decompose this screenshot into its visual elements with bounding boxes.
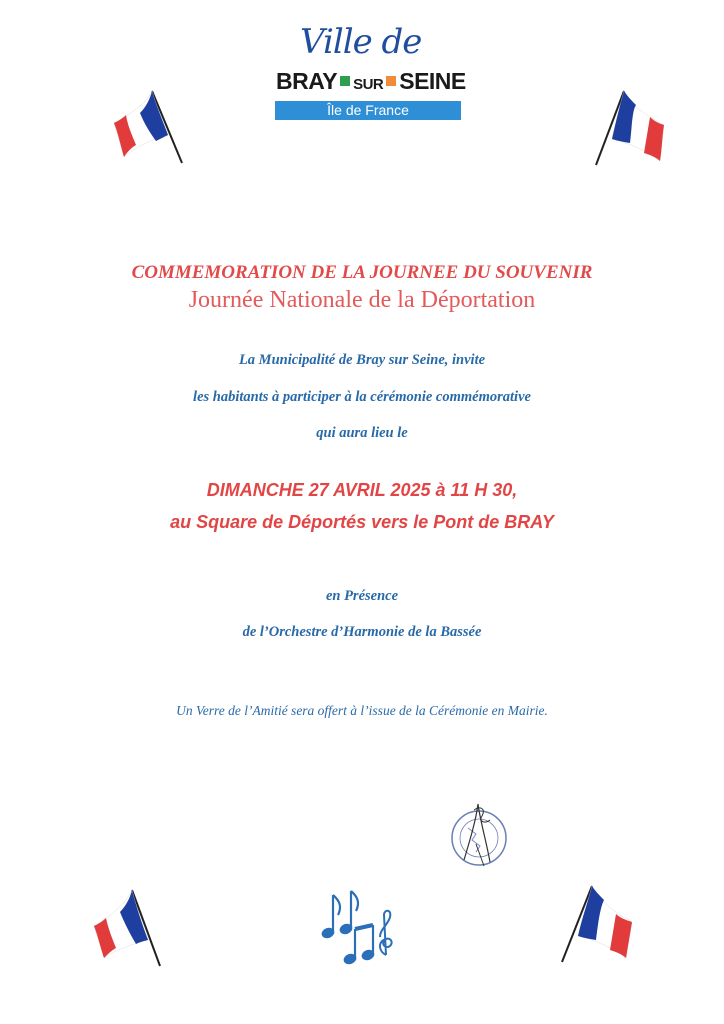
french-flag-icon [588,85,678,175]
logo-town-name [276,68,466,95]
page-title: COMMEMORATION DE LA JOURNEE DU SOUVENIR [131,262,593,283]
event-date: DIMANCHE 27 AVRIL 2025 à 11 H 30, [206,480,518,500]
presence-line-2: de l’Orchestre d’Harmonie de la Bassée [242,624,482,640]
invitation-line-2: les habitants à participer à la cérémonie commémorative [193,389,531,405]
event-place: au Square de Déportés vers le Pont de BRAY [170,512,554,532]
reception-note: Un Verre de l’Amitié sera offert à l’issue de la Cérémonie en Mairie. [176,703,548,718]
logo-green-square [340,76,350,86]
logo-region-band: Île de France [275,101,461,120]
french-flag-icon [106,85,196,175]
mairie-stamp-icon [446,800,512,870]
page-subtitle: Journée Nationale de la Déportation [188,287,536,313]
logo-name-mid: SUR [353,76,384,93]
logo-orange-square [386,76,396,86]
presence-line-1: en Présence [325,588,399,604]
logo-name-right: SEINE [399,68,466,94]
music-notes-icon [318,885,398,967]
invitation-line-3: qui aura lieu le [316,425,408,441]
invitation-line-1: La Municipalité de Bray sur Seine, invite [238,352,486,368]
french-flag-icon [86,882,176,972]
logo-name-left: BRAY [276,68,338,94]
logo-script-text: Ville de [300,22,422,62]
french-flag-icon [552,880,642,970]
